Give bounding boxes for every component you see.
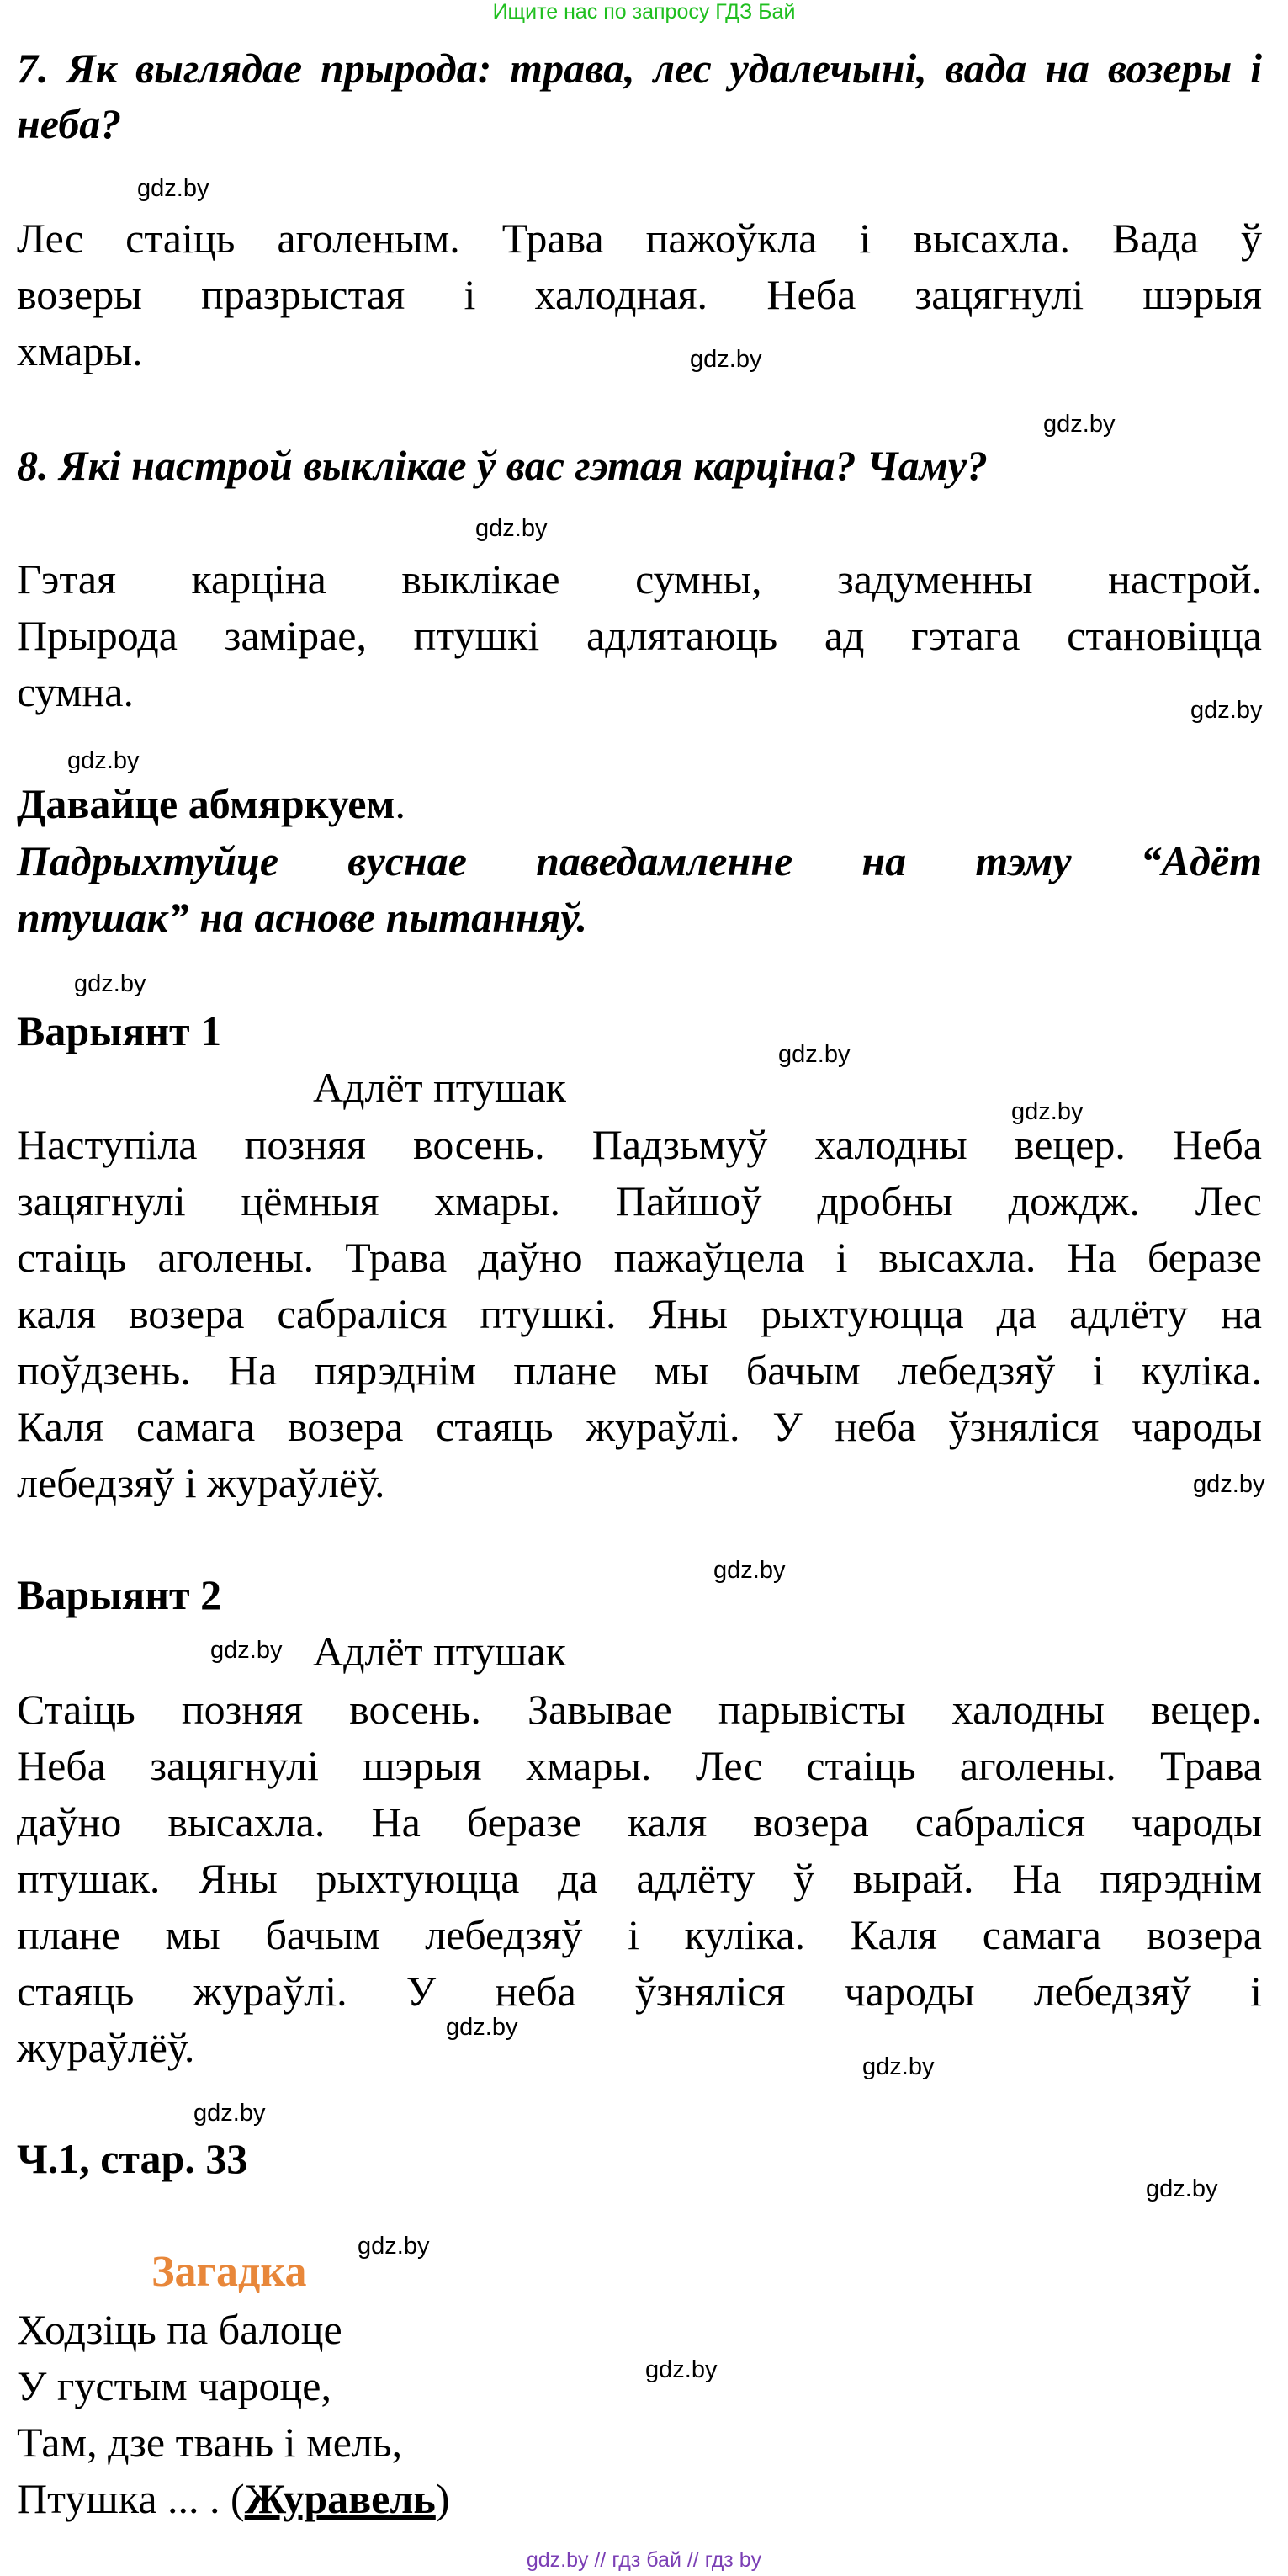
- variant-2-line-2: Неба зацягнулі шэрыя хмары. Лес стаіць аголены. Трава: [17, 1742, 1262, 1789]
- q8-answer-line-3: сумна.: [17, 668, 134, 715]
- variant-2-heading: Варыянт 2: [17, 1571, 222, 1618]
- discussion-task-line-1: Падрыхтуйце вуснае паведамленне на тэму “Адёт: [17, 837, 1262, 884]
- riddle-line-3: Там, дзе твань і мель,: [17, 2419, 403, 2466]
- watermark: gdz.by: [1190, 697, 1263, 724]
- variant-2-line-4: птушак. Яны рыхтуюцца да адлёту ў вырай. На пярэднім: [17, 1855, 1262, 1902]
- variant-1-line-7: лебедзяў і жураўлёў.: [17, 1459, 385, 1506]
- watermark: gdz.by: [67, 747, 140, 774]
- watermark: gdz.by: [1011, 1098, 1084, 1125]
- watermark: gdz.by: [778, 1041, 851, 1068]
- variant-2-title: Адлёт птушак: [313, 1628, 566, 1675]
- q8-answer-line-2: Прырода замірае, птушкі адлятаюць ад гэтага становіцца: [17, 612, 1262, 659]
- variant-1-line-1: Наступіла позняя восень. Падзьмуў халодны вецер. Неба: [17, 1121, 1262, 1168]
- variant-2-line-6: стаяць жураўлі. У неба ўзняліся чароды лебедзяў і: [17, 1968, 1262, 2015]
- watermark: gdz.by: [193, 2100, 266, 2127]
- question-8: 8. Які настрой выклікае ў вас гэтая карціна? Чаму?: [17, 442, 989, 489]
- discussion-task-line-2: птушак” на аснове пытанняў.: [17, 894, 587, 941]
- variant-2-line-3: даўно высахла. На беразе каля возера сабраліся чароды: [17, 1798, 1262, 1846]
- riddle-line-4: [17, 2471, 1262, 2527]
- watermark: gdz.by: [446, 2014, 518, 2041]
- riddle-line-1: Ходзіць па балоце: [17, 2306, 342, 2353]
- q8-answer-line-1: Гэтая карціна выклікае сумны, задуменны настрой.: [17, 555, 1262, 603]
- variant-1-heading: Варыянт 1: [17, 1007, 222, 1054]
- q7-answer-line-1: Лес стаіць аголеным. Трава пажоўкла і высахла. Вада ў: [17, 215, 1262, 262]
- variant-1-title: Адлёт птушак: [313, 1064, 566, 1111]
- variant-1-line-4: каля возера сабраліся птушкі. Яны рыхтуюцца да адлёту на: [17, 1290, 1262, 1337]
- riddle-line-2: У густым чароце,: [17, 2362, 331, 2409]
- watermark: gdz.by: [210, 1637, 283, 1664]
- variant-2-line-1: Стаіць позняя восень. Завывае парывісты халодны вецер.: [17, 1686, 1262, 1733]
- watermark: gdz.by: [1193, 1471, 1265, 1498]
- watermark: gdz.by: [137, 175, 209, 202]
- q7-answer-line-2: возеры празрыстая і халодная. Неба зацягнулі шэрыя: [17, 271, 1262, 318]
- riddle-answer: Журавель: [244, 2475, 436, 2522]
- variant-1-line-2: зацягнулі цёмныя хмары. Пайшоў дробны дождж. Лес: [17, 1177, 1262, 1224]
- riddle-line-4-prefix: Птушка ... . (: [17, 2475, 245, 2522]
- watermark: gdz.by: [862, 2053, 935, 2080]
- watermark: gdz.by: [690, 346, 762, 373]
- variant-1-line-5: поўдзень. На пярэднім плане мы бачым лебедзяў і куліка.: [17, 1346, 1262, 1394]
- riddle-line-4-suffix: ): [435, 2475, 450, 2522]
- discussion-heading: [17, 778, 405, 829]
- variant-1-line-6: Каля самага возера стаяць жураўлі. У неба ўзняліся чароды: [17, 1403, 1262, 1450]
- top-banner[interactable]: Ищите нас по запросу ГДЗ Бай: [492, 0, 796, 24]
- discussion-heading-punct: .: [395, 780, 405, 827]
- watermark: gdz.by: [645, 2356, 718, 2383]
- watermark: gdz.by: [358, 2233, 430, 2260]
- riddle-title: Загадка: [151, 2248, 307, 2296]
- variant-2-line-7: жураўлёў.: [17, 2024, 195, 2071]
- watermark: gdz.by: [1146, 2175, 1218, 2202]
- q7-answer-line-3: хмары.: [17, 327, 143, 374]
- discussion-heading-text: Давайце абмяркуем: [17, 780, 395, 827]
- footer-links[interactable]: gdz.by // гдз бай // гдз by: [526, 2548, 762, 2572]
- watermark: gdz.by: [713, 1557, 786, 1584]
- variant-2-line-5: плане мы бачым лебедзяў і куліка. Каля самага возера: [17, 1911, 1262, 1958]
- watermark: gdz.by: [475, 515, 548, 542]
- question-7: 7. Як выглядае прырода: трава, лес удалечыні, вада на возеры і неба?: [17, 45, 1262, 147]
- watermark: gdz.by: [74, 970, 146, 997]
- page-reference: Ч.1, стар. 33: [17, 2135, 248, 2182]
- watermark: gdz.by: [1043, 411, 1116, 438]
- variant-1-line-3: стаіць аголены. Трава даўно пажаўцела і высахла. На беразе: [17, 1234, 1262, 1281]
